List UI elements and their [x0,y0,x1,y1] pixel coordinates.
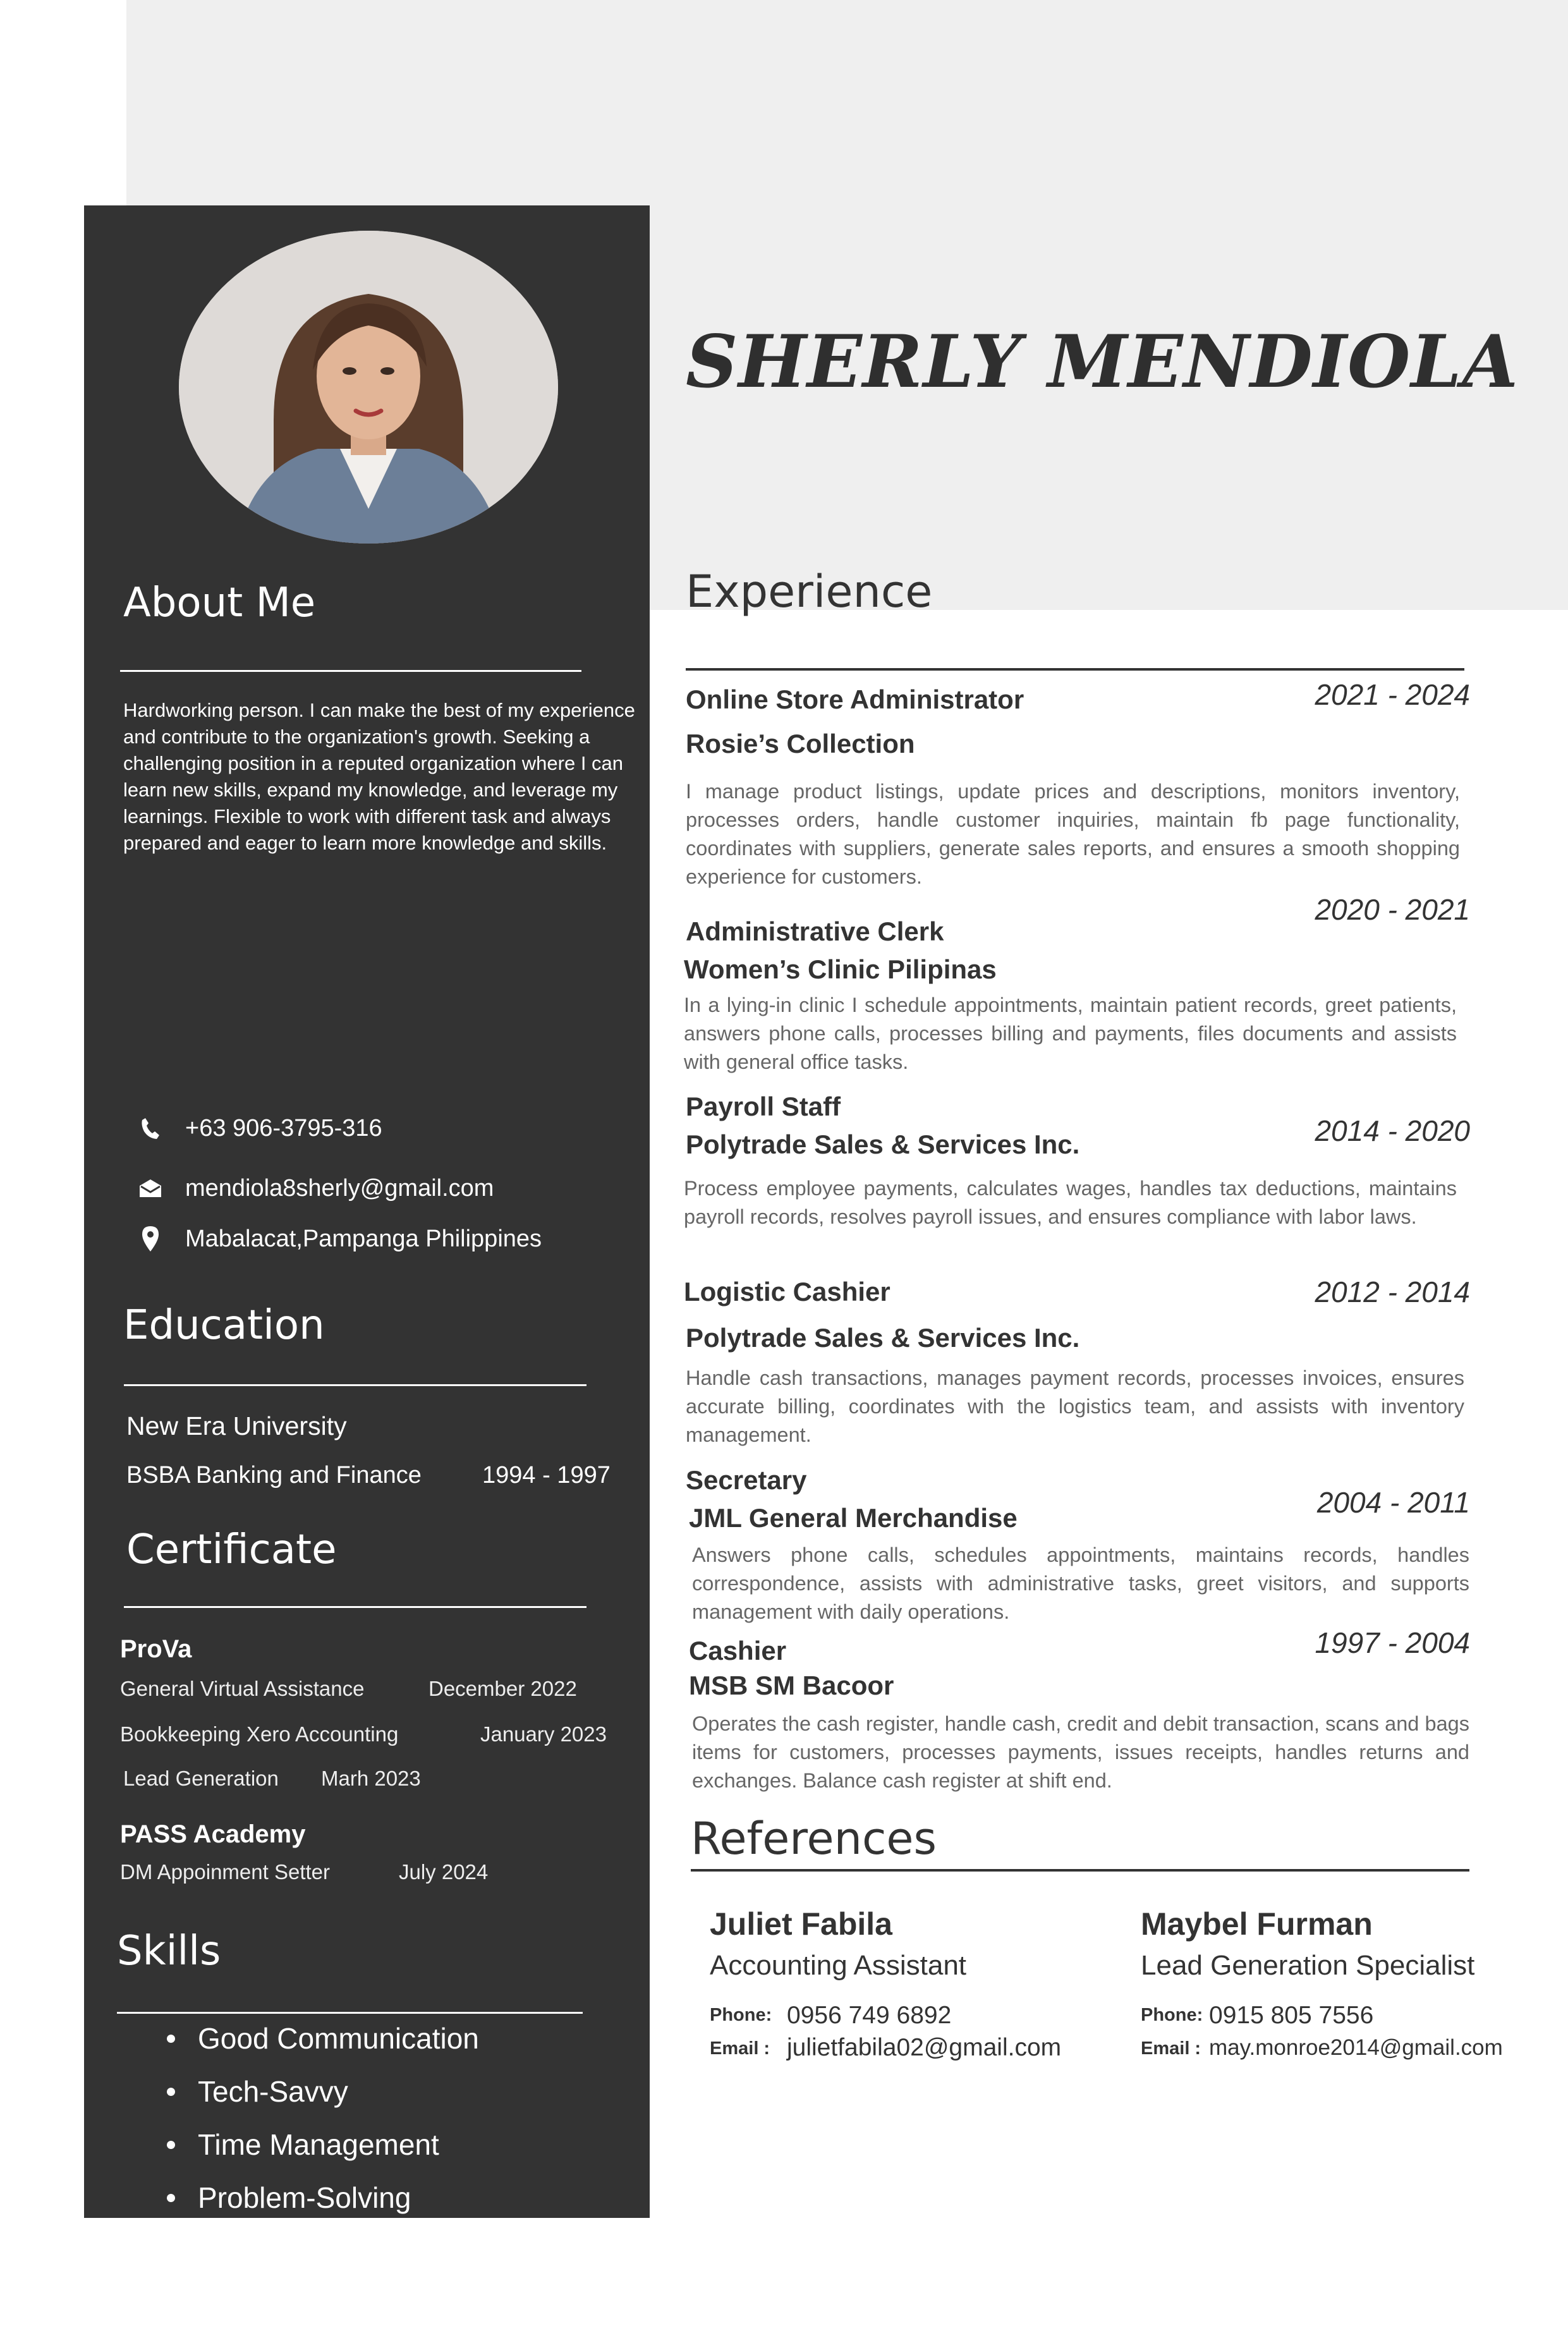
email-label: Email : [710,2038,770,2059]
job-title: Logistic Cashier [684,1277,890,1306]
cert-name: DM Appoinment Setter [120,1860,330,1884]
job-description: Operates the cash register, handle cash, credit and debit transaction, scans and bags items for customers, processes payments, issues receipts, handles returns and exchanges. Balance cash register at shift end. [692,1712,1469,1792]
job-company: Rosie’s Collection [686,729,915,758]
reference-phone: 0915 805 7556 [1209,2002,1374,2029]
job-years: 2004 - 2011 [1316,1486,1470,1519]
certificate-divider [124,1606,586,1608]
phone-icon [135,1116,166,1140]
address: Mabalacat,Pampanga Philippines [185,1225,542,1252]
phone-label: Phone: [1141,2005,1203,2025]
phone-number: +63 906-3795-316 [185,1114,382,1142]
skills-list [144,2019,479,2338]
cert-name: Lead Generation [123,1767,279,1790]
references-title: References [691,1813,937,1865]
email-address: mendiola8sherly@gmail.com [185,1174,494,1202]
contact-address [135,1220,542,1258]
email-label: Email : [1141,2038,1201,2059]
job-description: Process employee payments, calculates wages, handles tax deductions, maintains payroll records, resolves payroll issues, and ensures compliance with labor laws. [684,1177,1457,1228]
job-years: 2020 - 2021 [1315,893,1470,926]
school-name: New Era University [126,1411,347,1440]
job-company: JML General Merchandise [689,1503,1018,1533]
reference-phone: 0956 749 6892 [787,2002,952,2029]
about-text: Hardworking person. I can make the best of my experience and contribute to the organization's growth. Seeking a challenging position in a reputed organization where I can learn new skills, expand my knowledge, and leverage my learnings. Flexible to work with different task and always prepared and eager to learn more knowledge and skills. [123,699,635,854]
skill-item: Tech-Savvy [144,2073,479,2126]
experience-title: Experience [686,566,933,618]
skills-title: Skills [117,1928,221,1975]
skill-item: Problem-Solving [144,2179,479,2232]
experience-divider [686,668,1464,671]
profile-photo [179,231,558,544]
cert-org: PASS Academy [120,1820,306,1848]
reference-email: julietfabila02@gmail.com [787,2034,1062,2061]
cert-date: December 2022 [428,1677,577,1700]
degree: BSBA Banking and Finance [126,1462,422,1489]
job-company: Polytrade Sales & Services Inc. [686,1323,1080,1353]
about-title: About Me [123,580,316,626]
job-title: Payroll Staff [686,1092,841,1121]
job-title: Administrative Clerk [686,916,944,946]
about-divider [120,670,581,672]
job-company: Women’s Clinic Pilipinas [684,954,997,984]
cert-name: Bookkeeping Xero Accounting [120,1722,399,1746]
job-years: 2021 - 2024 [1315,678,1470,711]
cert-date: July 2024 [399,1860,489,1884]
job-years: 2012 - 2014 [1315,1276,1470,1308]
job-years: 2014 - 2020 [1315,1114,1470,1147]
skills-divider [117,2012,583,2014]
job-description: Answers phone calls, schedules appointments, maintains records, handles correspondence, assists with administrative tasks, greet visitors, and supports management with daily operations. [692,1543,1469,1623]
cert-name: General Virtual Assistance [120,1677,365,1700]
education-title: Education [123,1302,325,1349]
envelope-icon [135,1178,166,1198]
skill-item: Time Management [144,2126,479,2179]
skill-item: Attention to detail [144,2285,479,2338]
phone-label: Phone: [710,2005,772,2025]
job-description: I manage product listings, update prices and descriptions, monitors inventory, processes orders, handle customer inquiries, maintain fb page functionality, coordinates with suppliers, generate sales reports, and ensures a smooth shopping experience for customers. [686,780,1460,888]
candidate-name: SHERLY MENDIOLA [686,319,1519,404]
reference-email: may.monroe2014@gmail.com [1209,2035,1503,2060]
contact-phone [135,1109,382,1147]
job-description: Handle cash transactions, manages payment records, processes invoices, ensures accurate billing, coordinates with the logistics team, and assists with inventory management. [686,1367,1464,1446]
job-years: 1997 - 2004 [1315,1626,1470,1659]
references-divider [691,1869,1469,1872]
job-title: Cashier [689,1636,787,1665]
cert-org: ProVa [120,1635,192,1663]
job-description: In a lying-in clinic I schedule appointments, maintain patient records, greet patients, answers phone calls, processes billing and payments, files documents and assists with general office tasks. [684,994,1457,1073]
certificate-title: Certificate [126,1526,337,1573]
skill-item: Self Motivation [144,2232,479,2285]
cert-date: Marh 2023 [321,1767,421,1790]
reference-role: Lead Generation Specialist [1141,1950,1475,1981]
skill-item: Good Communication [144,2019,479,2073]
sidebar [84,205,650,2320]
education-divider [124,1384,586,1386]
map-pin-icon [135,1225,166,1253]
job-company: Polytrade Sales & Services Inc. [686,1129,1080,1159]
job-company: MSB SM Bacoor [689,1671,894,1700]
cert-date: January 2023 [480,1722,607,1746]
contact-email [135,1169,494,1207]
reference-name: Juliet Fabila [710,1906,892,1942]
reference-name: Maybel Furman [1141,1906,1373,1942]
job-title: Online Store Administrator [686,685,1024,714]
reference-role: Accounting Assistant [710,1950,967,1981]
job-title: Secretary [686,1465,807,1495]
education-years: 1994 - 1997 [482,1462,611,1489]
